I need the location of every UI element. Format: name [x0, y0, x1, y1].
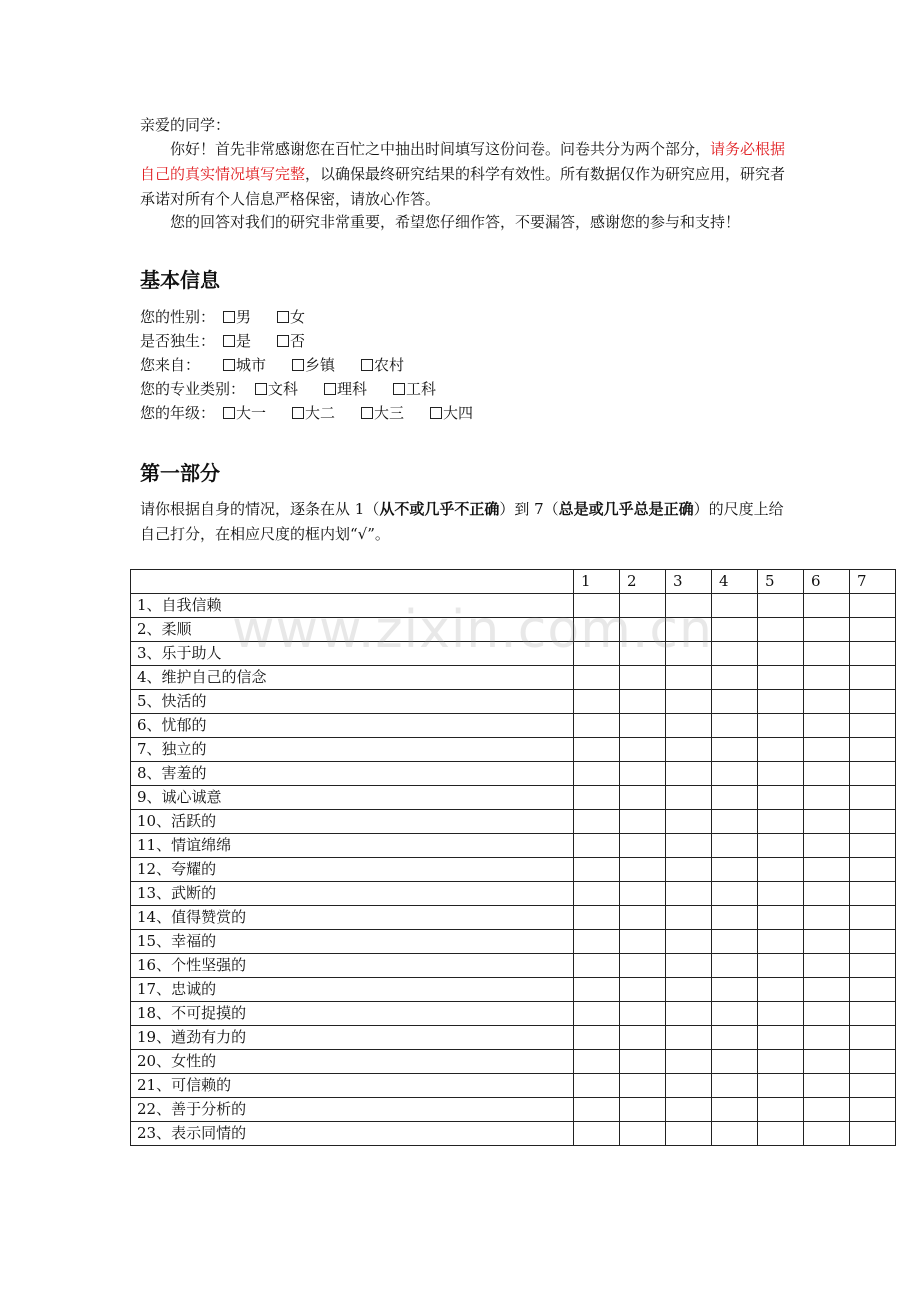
rating-cell[interactable]	[712, 810, 758, 834]
option[interactable]	[292, 353, 335, 377]
rating-cell[interactable]	[666, 1002, 712, 1026]
rating-cell[interactable]	[620, 954, 666, 978]
rating-cell[interactable]	[712, 1002, 758, 1026]
option-label: 理科	[337, 380, 368, 398]
checkbox-icon[interactable]	[223, 311, 235, 323]
question-label: 您的性别：	[140, 308, 216, 326]
instruction-min-label: 从不或几乎不正确	[379, 500, 500, 518]
rating-cell[interactable]	[620, 786, 666, 810]
rating-cell[interactable]	[758, 666, 804, 690]
rating-cell[interactable]	[758, 594, 804, 618]
rating-cell[interactable]	[574, 930, 620, 954]
rating-cell[interactable]	[712, 690, 758, 714]
rating-cell[interactable]	[850, 810, 896, 834]
checkbox-icon[interactable]	[223, 359, 235, 371]
item-label: 10、活跃的	[131, 810, 574, 834]
rating-cell[interactable]	[666, 906, 712, 930]
table-row	[131, 714, 896, 738]
rating-cell[interactable]	[758, 858, 804, 882]
rating-cell[interactable]	[850, 786, 896, 810]
rating-cell[interactable]	[850, 1074, 896, 1098]
scale-header-cell: 6	[804, 570, 850, 594]
rating-cell[interactable]	[804, 882, 850, 906]
rating-cell[interactable]	[850, 690, 896, 714]
item-label: 6、忧郁的	[131, 714, 574, 738]
option-label: 大二	[305, 404, 336, 422]
rating-cell[interactable]	[712, 930, 758, 954]
rating-cell[interactable]	[666, 978, 712, 1002]
rating-cell[interactable]	[712, 714, 758, 738]
table-row	[131, 1098, 896, 1122]
item-label: 12、夸耀的	[131, 858, 574, 882]
option-label: 文科	[268, 380, 299, 398]
question-label: 您的专业类别：	[140, 380, 246, 398]
rating-cell[interactable]	[804, 690, 850, 714]
rating-cell[interactable]	[850, 738, 896, 762]
rating-cell[interactable]	[666, 786, 712, 810]
rating-cell[interactable]	[850, 714, 896, 738]
scale-header-cell: 2	[620, 570, 666, 594]
rating-cell[interactable]	[804, 1074, 850, 1098]
item-label: 1、自我信赖	[131, 594, 574, 618]
rating-cell[interactable]	[666, 1026, 712, 1050]
option-label: 女	[290, 308, 306, 326]
rating-cell[interactable]	[712, 762, 758, 786]
rating-cell[interactable]	[620, 1026, 666, 1050]
table-row	[131, 1122, 896, 1146]
rating-cell[interactable]	[712, 642, 758, 666]
rating-cell[interactable]	[574, 1074, 620, 1098]
table-row	[131, 882, 896, 906]
table-row	[131, 906, 896, 930]
item-label: 11、情谊绵绵	[131, 834, 574, 858]
option[interactable]	[430, 401, 473, 425]
rating-cell[interactable]	[758, 930, 804, 954]
rating-cell[interactable]	[850, 1002, 896, 1026]
item-label: 16、个性坚强的	[131, 954, 574, 978]
rating-cell[interactable]	[804, 834, 850, 858]
item-label: 5、快活的	[131, 690, 574, 714]
rating-cell[interactable]	[850, 1050, 896, 1074]
rating-cell[interactable]	[758, 786, 804, 810]
intro-text-end: ，以确保最终研究结果的科学有效性。所有数据仅作为研究应用，研究者承诺对所有个人信息严格保密，请放心作答。	[140, 165, 786, 208]
rating-cell[interactable]	[574, 1098, 620, 1122]
rating-cell[interactable]	[574, 978, 620, 1002]
rating-cell[interactable]	[712, 1122, 758, 1146]
item-label: 8、害羞的	[131, 762, 574, 786]
item-label: 4、维护自己的信念	[131, 666, 574, 690]
rating-cell[interactable]	[850, 882, 896, 906]
basic-info-row	[140, 329, 499, 353]
option-label: 城市	[236, 356, 267, 374]
rating-cell[interactable]	[712, 882, 758, 906]
rating-cell[interactable]	[850, 930, 896, 954]
basic-info-row	[140, 305, 499, 329]
table-row	[131, 1050, 896, 1074]
rating-cell[interactable]	[620, 810, 666, 834]
scale-header-cell: 1	[574, 570, 620, 594]
rating-cell[interactable]	[712, 954, 758, 978]
checkbox-icon[interactable]	[324, 383, 336, 395]
rating-cell[interactable]	[850, 906, 896, 930]
rating-cell[interactable]	[574, 666, 620, 690]
rating-cell[interactable]	[850, 762, 896, 786]
rating-cell[interactable]	[758, 762, 804, 786]
question-label: 是否独生：	[140, 332, 216, 350]
rating-cell[interactable]	[620, 1050, 666, 1074]
rating-cell[interactable]	[574, 762, 620, 786]
rating-cell[interactable]	[574, 1002, 620, 1026]
rating-cell[interactable]	[620, 834, 666, 858]
rating-cell[interactable]	[850, 1122, 896, 1146]
option[interactable]	[255, 377, 298, 401]
checkbox-icon[interactable]	[223, 407, 235, 419]
option[interactable]	[277, 329, 305, 353]
item-label: 21、可信赖的	[131, 1074, 574, 1098]
rating-cell[interactable]	[758, 1122, 804, 1146]
rating-cell[interactable]	[804, 1026, 850, 1050]
part-one-heading: 第一部分	[140, 461, 220, 485]
thanks-paragraph: 您的回答对我们的研究非常重要，希望您仔细作答，不要漏答，感谢您的参与和支持！	[170, 213, 741, 231]
rating-cell[interactable]	[574, 882, 620, 906]
instruction-text-2: ）到 7（	[499, 500, 559, 518]
rating-cell[interactable]	[666, 858, 712, 882]
rating-cell[interactable]	[620, 762, 666, 786]
table-row	[131, 690, 896, 714]
rating-cell[interactable]	[758, 1098, 804, 1122]
option-label: 是	[236, 332, 252, 350]
option-label: 乡镇	[305, 356, 336, 374]
question-label: 您的年级：	[140, 404, 216, 422]
table-row	[131, 762, 896, 786]
rating-cell[interactable]	[666, 690, 712, 714]
option[interactable]	[277, 305, 305, 329]
rating-cell[interactable]	[804, 762, 850, 786]
scale-header-cell: 7	[850, 570, 896, 594]
rating-cell[interactable]	[758, 1026, 804, 1050]
rating-cell[interactable]	[804, 930, 850, 954]
rating-cell[interactable]	[758, 618, 804, 642]
rating-cell[interactable]	[620, 738, 666, 762]
rating-cell[interactable]	[574, 786, 620, 810]
item-label: 15、幸福的	[131, 930, 574, 954]
table-row	[131, 738, 896, 762]
rating-cell[interactable]	[804, 738, 850, 762]
scale-header-cell: 4	[712, 570, 758, 594]
rating-cell[interactable]	[620, 1122, 666, 1146]
rating-cell[interactable]	[758, 978, 804, 1002]
rating-cell[interactable]	[758, 954, 804, 978]
basic-info-form	[140, 305, 499, 425]
item-label: 3、乐于助人	[131, 642, 574, 666]
option[interactable]	[292, 401, 335, 425]
rating-cell[interactable]	[574, 1026, 620, 1050]
item-label: 23、表示同情的	[131, 1122, 574, 1146]
rating-cell[interactable]	[804, 1002, 850, 1026]
option-label: 大三	[374, 404, 405, 422]
item-label: 18、不可捉摸的	[131, 1002, 574, 1026]
rating-cell[interactable]	[666, 714, 712, 738]
rating-cell[interactable]	[712, 594, 758, 618]
item-label: 9、诚心诚意	[131, 786, 574, 810]
rating-cell[interactable]	[666, 1050, 712, 1074]
rating-cell[interactable]	[758, 810, 804, 834]
item-label: 19、遒劲有力的	[131, 1026, 574, 1050]
rating-cell[interactable]	[574, 738, 620, 762]
basic-info-row	[140, 353, 499, 377]
checkbox-icon[interactable]	[393, 383, 405, 395]
intro-text-start: 你好！首先非常感谢您在百忙之中抽出时间填写这份问卷。问卷共分为两个部分，	[170, 140, 711, 158]
rating-cell[interactable]	[804, 666, 850, 690]
option[interactable]	[223, 305, 251, 329]
rating-cell[interactable]	[620, 906, 666, 930]
scale-header-cell: 5	[758, 570, 804, 594]
table-header-row	[131, 570, 896, 594]
item-label: 14、值得赞赏的	[131, 906, 574, 930]
rating-cell[interactable]	[574, 714, 620, 738]
rating-cell[interactable]	[712, 858, 758, 882]
rating-cell[interactable]	[666, 1122, 712, 1146]
table-row	[131, 858, 896, 882]
rating-cell[interactable]	[758, 1050, 804, 1074]
intro-paragraph	[140, 137, 786, 212]
rating-cell[interactable]	[850, 1026, 896, 1050]
rating-cell[interactable]	[666, 762, 712, 786]
rating-cell[interactable]	[804, 714, 850, 738]
checkbox-icon[interactable]	[361, 359, 373, 371]
rating-cell[interactable]	[666, 1098, 712, 1122]
rating-cell[interactable]	[712, 1098, 758, 1122]
option-label: 工科	[406, 380, 437, 398]
rating-cell[interactable]	[804, 618, 850, 642]
rating-cell[interactable]	[620, 1002, 666, 1026]
item-label: 7、独立的	[131, 738, 574, 762]
rating-cell[interactable]	[574, 858, 620, 882]
rating-cell[interactable]	[666, 666, 712, 690]
rating-cell[interactable]	[620, 930, 666, 954]
table-row	[131, 954, 896, 978]
instruction-max-label: 总是或几乎总是正确	[558, 500, 694, 518]
option-label: 大一	[236, 404, 267, 422]
rating-cell[interactable]	[574, 810, 620, 834]
rating-cell[interactable]	[850, 858, 896, 882]
rating-cell[interactable]	[666, 954, 712, 978]
rating-cell[interactable]	[666, 930, 712, 954]
rating-cell[interactable]	[712, 738, 758, 762]
table-row	[131, 666, 896, 690]
watermark: www.zixin.com.cn	[232, 600, 713, 660]
instruction-text-3: ）的尺度上给自己打分，在相应尺度的框内划“√”。	[140, 500, 784, 543]
basic-info-heading: 基本信息	[140, 268, 220, 292]
checkbox-icon[interactable]	[223, 335, 235, 347]
rating-cell[interactable]	[850, 954, 896, 978]
basic-info-row	[140, 377, 499, 401]
checkbox-icon[interactable]	[292, 359, 304, 371]
rating-cell[interactable]	[804, 810, 850, 834]
option[interactable]	[223, 329, 251, 353]
rating-cell[interactable]	[620, 690, 666, 714]
checkbox-icon[interactable]	[277, 311, 289, 323]
rating-cell[interactable]	[666, 1074, 712, 1098]
rating-cell[interactable]	[712, 1050, 758, 1074]
rating-cell[interactable]	[804, 1098, 850, 1122]
rating-cell[interactable]	[804, 1050, 850, 1074]
rating-cell[interactable]	[620, 978, 666, 1002]
table-row	[131, 1074, 896, 1098]
rating-cell[interactable]	[804, 594, 850, 618]
rating-cell[interactable]	[620, 1098, 666, 1122]
option[interactable]	[223, 353, 266, 377]
instruction-text-1: 请你根据自身的情况，逐条在从 1（	[140, 500, 380, 518]
checkbox-icon[interactable]	[292, 407, 304, 419]
checkbox-icon[interactable]	[277, 335, 289, 347]
rating-cell[interactable]	[574, 906, 620, 930]
checkbox-icon[interactable]	[430, 407, 442, 419]
option[interactable]	[324, 377, 367, 401]
intro-highlight: 请务必根据自己的真实情况填写完整	[140, 140, 786, 183]
rating-cell[interactable]	[758, 690, 804, 714]
rating-cell[interactable]	[804, 1122, 850, 1146]
rating-cell[interactable]	[758, 882, 804, 906]
rating-cell[interactable]	[758, 834, 804, 858]
rating-cell[interactable]	[804, 978, 850, 1002]
rating-cell[interactable]	[804, 858, 850, 882]
rating-cell[interactable]	[758, 1002, 804, 1026]
rating-cell[interactable]	[620, 1074, 666, 1098]
table-row	[131, 978, 896, 1002]
rating-cell[interactable]	[804, 954, 850, 978]
rating-cell[interactable]	[712, 906, 758, 930]
rating-cell[interactable]	[574, 1050, 620, 1074]
rating-cell[interactable]	[850, 1098, 896, 1122]
rating-cell[interactable]	[712, 666, 758, 690]
rating-cell[interactable]	[666, 738, 712, 762]
item-label: 13、武断的	[131, 882, 574, 906]
item-label: 2、柔顺	[131, 618, 574, 642]
rating-cell[interactable]	[666, 834, 712, 858]
option-label: 农村	[374, 356, 405, 374]
table-row	[131, 1002, 896, 1026]
rating-cell[interactable]	[712, 1026, 758, 1050]
rating-cell[interactable]	[758, 1074, 804, 1098]
rating-cell[interactable]	[758, 714, 804, 738]
table-row	[131, 786, 896, 810]
rating-cell[interactable]	[850, 642, 896, 666]
option-label: 否	[290, 332, 306, 350]
table-row	[131, 1026, 896, 1050]
rating-cell[interactable]	[758, 642, 804, 666]
rating-cell[interactable]	[712, 786, 758, 810]
rating-cell[interactable]	[804, 642, 850, 666]
rating-cell[interactable]	[666, 882, 712, 906]
rating-cell[interactable]	[620, 882, 666, 906]
rating-cell[interactable]	[804, 786, 850, 810]
rating-cell[interactable]	[850, 834, 896, 858]
rating-cell[interactable]	[712, 1074, 758, 1098]
rating-cell[interactable]	[712, 618, 758, 642]
rating-cell[interactable]	[574, 954, 620, 978]
rating-cell[interactable]	[758, 906, 804, 930]
greeting: 亲爱的同学：	[140, 116, 231, 134]
rating-cell[interactable]	[620, 666, 666, 690]
item-label: 17、忠诚的	[131, 978, 574, 1002]
question-label: 您来自：	[140, 356, 201, 374]
table-row	[131, 810, 896, 834]
table-row	[131, 834, 896, 858]
option[interactable]	[223, 401, 266, 425]
option[interactable]	[393, 377, 436, 401]
table-row	[131, 930, 896, 954]
scale-header-cell: 3	[666, 570, 712, 594]
option-label: 大四	[443, 404, 474, 422]
rating-cell[interactable]	[850, 594, 896, 618]
checkbox-icon[interactable]	[255, 383, 267, 395]
option-label: 男	[236, 308, 252, 326]
rating-cell[interactable]	[574, 1122, 620, 1146]
rating-cell[interactable]	[758, 738, 804, 762]
rating-cell[interactable]	[574, 690, 620, 714]
rating-cell[interactable]	[666, 810, 712, 834]
rating-cell[interactable]	[620, 714, 666, 738]
rating-cell[interactable]	[850, 666, 896, 690]
rating-cell[interactable]	[850, 978, 896, 1002]
item-label: 20、女性的	[131, 1050, 574, 1074]
item-label: 22、善于分析的	[131, 1098, 574, 1122]
basic-info-row	[140, 401, 499, 425]
option[interactable]	[361, 353, 404, 377]
checkbox-icon[interactable]	[361, 407, 373, 419]
header-item-cell	[131, 570, 574, 594]
rating-cell[interactable]	[850, 618, 896, 642]
rating-cell[interactable]	[620, 858, 666, 882]
rating-cell[interactable]	[712, 978, 758, 1002]
option[interactable]	[361, 401, 404, 425]
rating-cell[interactable]	[574, 834, 620, 858]
rating-cell[interactable]	[712, 834, 758, 858]
part-one-instruction	[140, 497, 790, 547]
rating-cell[interactable]	[804, 906, 850, 930]
